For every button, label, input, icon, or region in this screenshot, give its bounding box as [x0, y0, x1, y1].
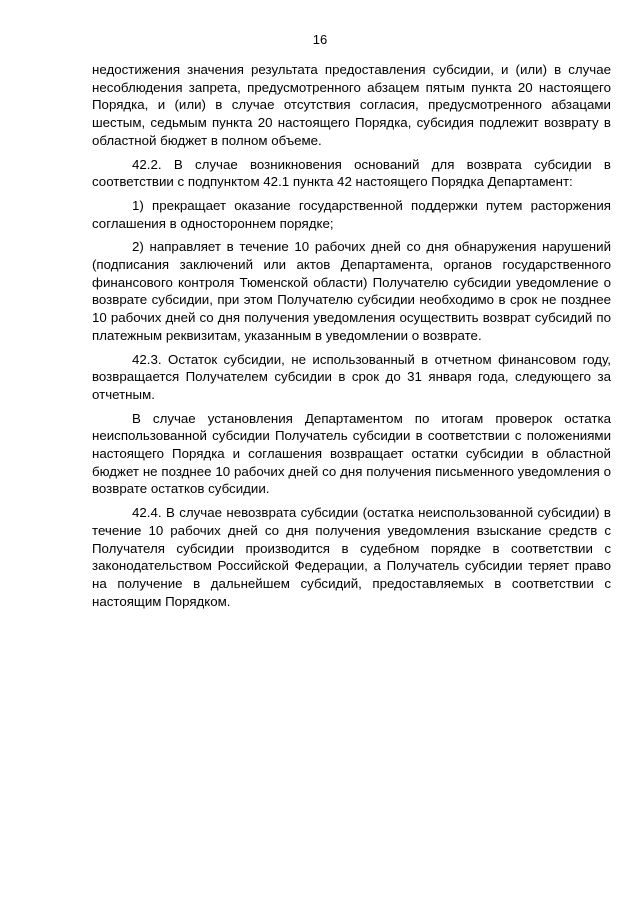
paragraph-42-2: 42.2. В случае возникновения оснований для возврата субсидии в соответствии с подпунктом 42.1 пункта 42 настоящего Порядка Департамент: — [92, 156, 611, 190]
document-body — [92, 61, 611, 616]
paragraph-42-4: 42.4. В случае невозврата субсидии (остатка неиспользованной субсидии) в течение 10 рабочих дней со дня получения уведомления взыскание средств с Получателя субсидии производится в судебном порядке в соответствии с законодательством Российской Федерации, а Получатель субсидии теряет право на получение в дальнейшем субсидий, предоставляемых в соответствии с настоящим Порядком. — [92, 505, 611, 609]
paragraph-continuation: недостижения значения результата предоставления субсидии, и (или) в случае несоблюдения запрета, предусмотренного абзацем пятым пункта 20 настоящего Порядка, и (или) в случае отсутствия согласия, предусмотренного абзацами шестым, седьмым пункта 20 настоящего Порядка, субсидия подлежит возврату в областной бюджет в полном объеме. — [92, 62, 611, 148]
paragraph-42-3: 42.3. Остаток субсидии, не использованный в отчетном финансовом году, возвращается Получателем субсидии в срок до 31 января года, следующего за отчетным. — [92, 351, 611, 402]
paragraph-42-2-item-2: 2) направляет в течение 10 рабочих дней со дня обнаружения нарушений (подписания заключений или актов Департамента, органов государственного финансового контроля Тюменской области) Получателю субсидии уведомление о возврате субсидии, при этом Получателю субсидии необходимо в срок не позднее 10 рабочих дней со дня получения уведомления осуществить возврат субсидий по платежным реквизитам, указанным в уведомлении о возврате. — [92, 239, 611, 343]
page-number: 16 — [312, 32, 328, 47]
paragraph-42-3-remainder: В случае установления Департаментом по итогам проверок остатка неиспользованной субсидии Получатель субсидии в соответствии с положениями настоящего Порядка и соглашения возвращает остатки субсидии в областной бюджет не позднее 10 рабочих дней со дня получения письменного уведомления о возврате остатков субсидии. — [92, 410, 611, 497]
paragraph-42-2-item-1: 1) прекращает оказание государственной поддержки путем расторжения соглашения в одностороннем порядке; — [92, 197, 611, 231]
